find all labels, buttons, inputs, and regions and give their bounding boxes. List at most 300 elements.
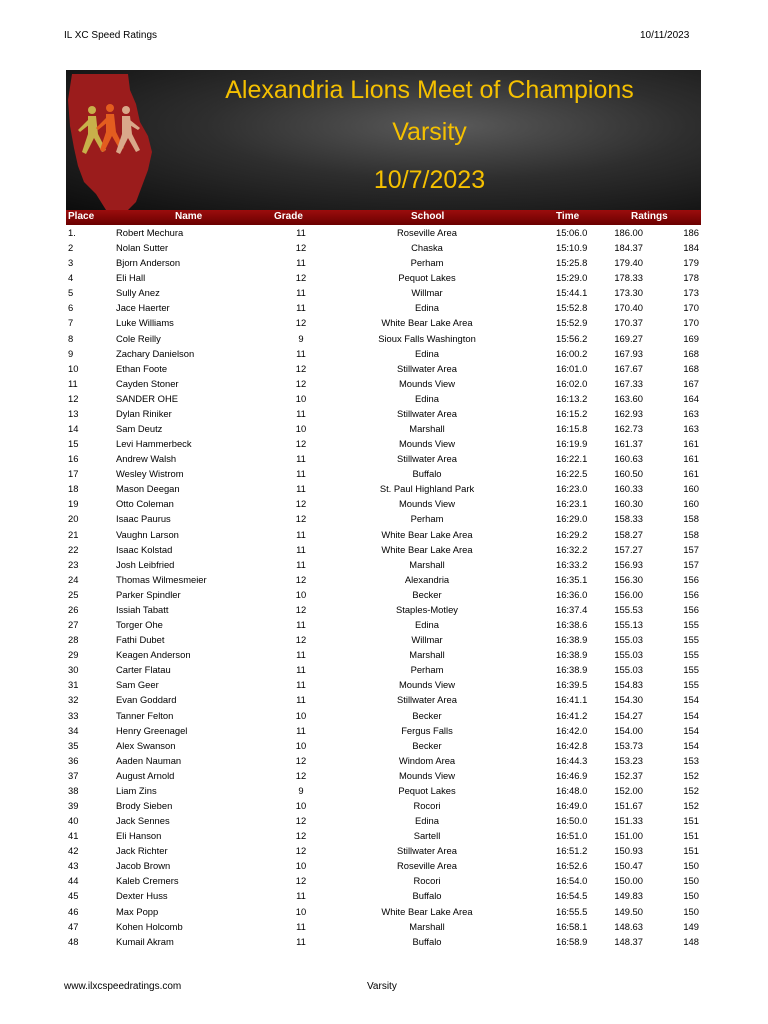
- rating-rounded-cell: 154: [683, 724, 699, 736]
- school-cell: Windom Area: [398, 754, 456, 766]
- runner-name-cell: Jacob Brown: [116, 860, 171, 872]
- grade-cell: 12: [295, 498, 307, 510]
- school-cell: Perham: [410, 513, 444, 525]
- col-grade: Grade: [274, 211, 303, 222]
- school-cell: Sioux Falls Washington: [378, 332, 476, 344]
- rating-rounded-cell: 156: [683, 603, 699, 615]
- runner-name-cell: Kaleb Cremers: [116, 875, 179, 887]
- rating-rounded-cell: 161: [683, 438, 699, 450]
- time-cell: 16:33.2: [556, 558, 588, 570]
- school-cell: Mounds View: [398, 377, 456, 389]
- table-row: [66, 843, 701, 858]
- rating-rounded-cell: 170: [683, 302, 699, 314]
- time-cell: 16:54.0: [556, 875, 588, 887]
- table-row: [66, 572, 701, 587]
- col-place: Place: [68, 211, 95, 222]
- grade-cell: 11: [296, 920, 306, 932]
- table-row: [66, 723, 701, 738]
- school-cell: Mounds View: [398, 438, 456, 450]
- footer-url: www.ilxcspeedratings.com: [64, 981, 182, 992]
- grade-cell: 12: [295, 634, 307, 646]
- rating-cell: 153.73: [614, 739, 643, 751]
- rating-rounded-cell: 150: [683, 890, 699, 902]
- rating-rounded-cell: 178: [683, 272, 699, 284]
- rating-cell: 156.93: [614, 558, 643, 570]
- school-cell: Perham: [410, 257, 444, 269]
- time-cell: 16:38.6: [556, 619, 588, 631]
- place-cell: 33: [68, 709, 79, 721]
- place-cell: 43: [68, 860, 79, 872]
- place-cell: 46: [68, 905, 79, 917]
- grade-cell: 12: [295, 769, 307, 781]
- table-row: [66, 542, 701, 557]
- runner-name-cell: Robert Mechura: [116, 227, 184, 238]
- table-row: [66, 738, 701, 753]
- school-cell: Marshall: [409, 649, 445, 661]
- school-cell: Willmar: [411, 287, 443, 299]
- time-cell: 16:51.2: [556, 845, 588, 857]
- banner-title: Alexandria Lions Meet of Champions: [225, 76, 634, 104]
- school-cell: Rocori: [413, 875, 441, 887]
- rating-rounded-cell: 173: [683, 287, 699, 299]
- time-cell: 16:15.2: [556, 407, 588, 419]
- rating-rounded-cell: 155: [683, 649, 699, 661]
- table-row: [66, 331, 701, 346]
- grade-cell: 12: [295, 830, 307, 842]
- rating-cell: 169.27: [614, 332, 643, 344]
- rating-rounded-cell: 163: [683, 407, 699, 419]
- table-row: [66, 285, 701, 300]
- grade-cell: 11: [296, 935, 306, 947]
- grade-cell: 12: [295, 317, 307, 329]
- place-cell: 27: [68, 619, 79, 631]
- grade-cell: 10: [295, 709, 307, 721]
- rating-cell: 158.33: [614, 513, 643, 525]
- grade-cell: 10: [295, 739, 307, 751]
- rating-rounded-cell: 152: [683, 799, 699, 811]
- school-cell: Roseville Area: [397, 860, 457, 872]
- rating-rounded-cell: 161: [683, 468, 699, 480]
- grade-cell: 11: [296, 483, 306, 495]
- time-cell: 16:39.5: [556, 679, 588, 691]
- place-cell: 10: [68, 362, 79, 374]
- rating-cell: 167.33: [614, 377, 643, 389]
- time-cell: 15:25.8: [556, 257, 588, 269]
- school-cell: Pequot Lakes: [398, 784, 456, 796]
- school-cell: Stillwater Area: [397, 407, 457, 419]
- table-row: [66, 813, 701, 828]
- time-cell: 16:32.2: [556, 543, 588, 555]
- runner-name-cell: Brody Sieben: [116, 799, 173, 811]
- time-cell: 16:41.2: [556, 709, 588, 721]
- place-cell: 45: [68, 890, 79, 902]
- time-cell: 16:49.0: [556, 799, 588, 811]
- rating-rounded-cell: 167: [683, 377, 699, 389]
- table-row: [66, 421, 701, 436]
- grade-cell: 12: [295, 603, 307, 615]
- grade-cell: 11: [296, 227, 306, 238]
- rating-cell: 153.23: [614, 754, 643, 766]
- place-cell: 28: [68, 634, 79, 646]
- rating-cell: 154.30: [614, 694, 643, 706]
- place-cell: 14: [68, 423, 79, 435]
- runner-name-cell: Jack Sennes: [116, 815, 170, 827]
- rating-rounded-cell: 158: [683, 513, 699, 525]
- table-row: [66, 919, 701, 934]
- grade-cell: 10: [295, 392, 307, 404]
- school-cell: Mounds View: [398, 498, 456, 510]
- time-cell: 16:44.3: [556, 754, 588, 766]
- grade-cell: 11: [296, 694, 306, 706]
- grade-cell: 10: [295, 905, 307, 917]
- grade-cell: 11: [296, 528, 306, 540]
- grade-cell: 12: [295, 573, 307, 585]
- table-row: [66, 858, 701, 873]
- rating-rounded-cell: 163: [683, 423, 699, 435]
- rating-rounded-cell: 151: [683, 845, 699, 857]
- grade-cell: 12: [295, 377, 307, 389]
- runner-name-cell: Sam Geer: [116, 679, 159, 691]
- grade-cell: 11: [296, 347, 306, 359]
- school-cell: Sartell: [413, 830, 441, 842]
- place-cell: 7: [68, 317, 74, 329]
- rating-cell: 155.03: [614, 634, 643, 646]
- place-cell: 19: [68, 498, 79, 510]
- rating-rounded-cell: 155: [683, 664, 699, 676]
- grade-cell: 11: [296, 558, 306, 570]
- rating-rounded-cell: 150: [683, 905, 699, 917]
- table-row: [66, 511, 701, 526]
- school-cell: Marshall: [409, 423, 445, 435]
- time-cell: 16:38.9: [556, 664, 588, 676]
- place-cell: 37: [68, 769, 79, 781]
- rating-rounded-cell: 151: [683, 815, 699, 827]
- school-cell: Marshall: [409, 558, 445, 570]
- rating-cell: 154.00: [614, 724, 643, 736]
- place-cell: 35: [68, 739, 79, 751]
- banner-date: 10/7/2023: [373, 166, 486, 194]
- school-cell: Willmar: [411, 634, 443, 646]
- school-cell: White Bear Lake Area: [381, 528, 473, 540]
- school-cell: White Bear Lake Area: [381, 905, 473, 917]
- school-cell: Stillwater Area: [397, 362, 457, 374]
- school-cell: Mounds View: [398, 769, 456, 781]
- runner-name-cell: Parker Spindler: [116, 588, 181, 600]
- grade-cell: 11: [296, 619, 306, 631]
- rating-rounded-cell: 168: [683, 347, 699, 359]
- rating-rounded-cell: 152: [683, 769, 699, 781]
- runner-name-cell: Tanner Felton: [116, 709, 174, 721]
- place-cell: 12: [68, 392, 79, 404]
- rating-cell: 173.30: [614, 287, 643, 299]
- rating-cell: 157.27: [614, 543, 643, 555]
- rating-cell: 150.93: [614, 845, 643, 857]
- place-cell: 36: [68, 754, 79, 766]
- place-cell: 9: [68, 347, 74, 359]
- rating-rounded-cell: 150: [683, 860, 699, 872]
- rating-cell: 148.63: [614, 920, 643, 932]
- place-cell: 4: [68, 272, 74, 284]
- place-cell: 3: [68, 257, 74, 269]
- rating-rounded-cell: 154: [683, 739, 699, 751]
- place-cell: 48: [68, 935, 79, 947]
- time-cell: 16:51.0: [556, 830, 588, 842]
- grade-cell: 11: [296, 287, 306, 299]
- banner-subtitle: Varsity: [392, 118, 467, 146]
- rating-rounded-cell: 153: [683, 754, 699, 766]
- runner-name-cell: Mason Deegan: [116, 483, 180, 495]
- table-row: [66, 692, 701, 707]
- table-header: [66, 210, 701, 225]
- time-cell: 16:22.1: [556, 453, 588, 465]
- rating-cell: 154.83: [614, 679, 643, 691]
- table-row: [66, 798, 701, 813]
- table-row: [66, 376, 701, 391]
- table-row: [66, 708, 701, 723]
- school-cell: Mounds View: [398, 679, 456, 691]
- rating-cell: 150.47: [614, 860, 643, 872]
- rating-rounded-cell: 152: [683, 784, 699, 796]
- table-row: [66, 873, 701, 888]
- rating-rounded-cell: 158: [683, 528, 699, 540]
- time-cell: 16:37.4: [556, 603, 588, 615]
- time-cell: 16:23.0: [556, 483, 588, 495]
- time-cell: 15:56.2: [556, 332, 588, 344]
- table-row: [66, 346, 701, 361]
- table-row: [66, 602, 701, 617]
- runner-name-cell: Alex Swanson: [116, 739, 176, 751]
- rating-cell: 149.50: [614, 905, 643, 917]
- school-cell: Buffalo: [412, 890, 442, 902]
- runner-name-cell: Thomas Wilmesmeier: [116, 573, 207, 585]
- page-header-title: IL XC Speed Ratings: [64, 30, 158, 41]
- place-cell: 1.: [68, 227, 76, 238]
- time-cell: 16:29.2: [556, 528, 588, 540]
- table-row: [66, 240, 701, 255]
- school-cell: Becker: [412, 588, 442, 600]
- time-cell: 16:41.1: [556, 694, 588, 706]
- time-cell: 15:06.0: [556, 227, 588, 238]
- school-cell: Buffalo: [412, 935, 442, 947]
- school-cell: Rocori: [413, 799, 441, 811]
- school-cell: Chaska: [411, 242, 443, 254]
- runner-name-cell: Kumail Akram: [116, 935, 174, 947]
- rating-cell: 148.37: [614, 935, 643, 947]
- place-cell: 5: [68, 287, 74, 299]
- rating-cell: 170.37: [614, 317, 643, 329]
- table-row: [66, 496, 701, 511]
- runner-name-cell: Carter Flatau: [116, 664, 171, 676]
- rating-cell: 156.30: [614, 573, 643, 585]
- time-cell: 16:42.8: [556, 739, 588, 751]
- rating-cell: 160.63: [614, 453, 643, 465]
- place-cell: 39: [68, 799, 79, 811]
- table-row: [66, 225, 701, 240]
- grade-cell: 11: [296, 664, 306, 676]
- school-cell: Edina: [415, 302, 439, 314]
- rating-rounded-cell: 148: [683, 935, 699, 947]
- runner-name-cell: Fathi Dubet: [116, 634, 165, 646]
- runner-name-cell: Vaughn Larson: [116, 528, 179, 540]
- rating-cell: 149.83: [614, 890, 643, 902]
- school-cell: Roseville Area: [397, 227, 457, 238]
- time-cell: 16:38.9: [556, 649, 588, 661]
- rating-cell: 155.03: [614, 649, 643, 661]
- rating-rounded-cell: 154: [683, 694, 699, 706]
- table-row: [66, 904, 701, 919]
- place-cell: 41: [68, 830, 79, 842]
- runner-name-cell: Aaden Nauman: [116, 754, 182, 766]
- grade-cell: 12: [295, 362, 307, 374]
- school-cell: Edina: [415, 619, 439, 631]
- grade-cell: 10: [295, 860, 307, 872]
- school-cell: Perham: [410, 664, 444, 676]
- time-cell: 16:58.9: [556, 935, 588, 947]
- school-cell: Edina: [415, 347, 439, 359]
- grade-cell: 11: [296, 453, 306, 465]
- time-cell: 16:00.2: [556, 347, 588, 359]
- rating-rounded-cell: 155: [683, 619, 699, 631]
- time-cell: 16:52.6: [556, 860, 588, 872]
- runner-name-cell: Andrew Walsh: [116, 453, 177, 465]
- table-row: [66, 677, 701, 692]
- page-header-date: 10/11/2023: [640, 30, 690, 41]
- school-cell: Staples-Motley: [395, 603, 458, 615]
- school-cell: Marshall: [409, 920, 445, 932]
- rating-rounded-cell: 150: [683, 875, 699, 887]
- rating-rounded-cell: 156: [683, 573, 699, 585]
- rating-cell: 158.27: [614, 528, 643, 540]
- time-cell: 16:13.2: [556, 392, 588, 404]
- grade-cell: 11: [296, 407, 306, 419]
- time-cell: 16:23.1: [556, 498, 588, 510]
- school-cell: Becker: [412, 739, 442, 751]
- grade-cell: 12: [295, 845, 307, 857]
- table-row: [66, 436, 701, 451]
- rating-rounded-cell: 154: [683, 709, 699, 721]
- time-cell: 16:46.9: [556, 769, 588, 781]
- runner-name-cell: Evan Goddard: [116, 694, 177, 706]
- runner-name-cell: Jace Haerter: [116, 302, 170, 314]
- grade-cell: 12: [295, 875, 307, 887]
- place-cell: 11: [68, 377, 78, 389]
- rating-cell: 163.60: [614, 392, 643, 404]
- rating-cell: 162.73: [614, 423, 643, 435]
- time-cell: 16:48.0: [556, 784, 588, 796]
- table-row: [66, 361, 701, 376]
- school-cell: Edina: [415, 815, 439, 827]
- school-cell: Stillwater Area: [397, 694, 457, 706]
- runner-name-cell: Cayden Stoner: [116, 377, 179, 389]
- rating-rounded-cell: 156: [683, 588, 699, 600]
- runner-name-cell: Ethan Foote: [116, 362, 168, 374]
- time-cell: 15:10.9: [556, 242, 588, 254]
- time-cell: 16:58.1: [556, 920, 588, 932]
- grade-cell: 11: [296, 302, 306, 314]
- place-cell: 16: [68, 453, 79, 465]
- runner-name-cell: Levi Hammerbeck: [116, 438, 192, 450]
- runner-name-cell: Liam Zins: [116, 784, 157, 796]
- time-cell: 16:54.5: [556, 890, 588, 902]
- rating-rounded-cell: 161: [683, 453, 699, 465]
- school-cell: White Bear Lake Area: [381, 317, 473, 329]
- grade-cell: 11: [296, 468, 306, 480]
- school-cell: St. Paul Highland Park: [379, 483, 475, 495]
- runner-name-cell: Jack Richter: [116, 845, 168, 857]
- table-row: [66, 466, 701, 481]
- school-cell: Alexandria: [404, 573, 450, 585]
- grade-cell: 10: [295, 799, 307, 811]
- runner-name-cell: Henry Greenagel: [116, 724, 188, 736]
- place-cell: 29: [68, 649, 79, 661]
- place-cell: 17: [68, 468, 79, 480]
- runner-name-cell: Sam Deutz: [116, 423, 163, 435]
- rating-rounded-cell: 151: [683, 830, 699, 842]
- place-cell: 25: [68, 588, 79, 600]
- runner-name-cell: Josh Leibfried: [116, 558, 175, 570]
- place-cell: 32: [68, 694, 79, 706]
- place-cell: 44: [68, 875, 79, 887]
- rating-cell: 178.33: [614, 272, 643, 284]
- table-row: [66, 270, 701, 285]
- place-cell: 6: [68, 302, 74, 314]
- grade-cell: 12: [295, 815, 307, 827]
- runner-name-cell: Dylan Riniker: [116, 407, 172, 419]
- table-row: [66, 481, 701, 496]
- place-cell: 2: [68, 242, 74, 254]
- place-cell: 21: [68, 528, 79, 540]
- table-row: [66, 647, 701, 662]
- runner-name-cell: Kohen Holcomb: [116, 920, 183, 932]
- grade-cell: 12: [295, 513, 307, 525]
- place-cell: 42: [68, 845, 79, 857]
- place-cell: 26: [68, 603, 79, 615]
- runner-name-cell: Cole Reilly: [116, 332, 161, 344]
- rating-cell: 160.30: [614, 498, 643, 510]
- time-cell: 16:42.0: [556, 724, 588, 736]
- table-row: [66, 632, 701, 647]
- rating-cell: 161.37: [614, 438, 643, 450]
- table-row: [66, 406, 701, 421]
- place-cell: 22: [68, 543, 79, 555]
- rating-rounded-cell: 160: [683, 483, 699, 495]
- table-row: [66, 451, 701, 466]
- grade-cell: 12: [295, 272, 307, 284]
- table-row: [66, 391, 701, 406]
- rating-cell: 152.37: [614, 769, 643, 781]
- grade-cell: 11: [296, 679, 306, 691]
- place-cell: 8: [68, 332, 74, 344]
- grade-cell: 11: [296, 724, 306, 736]
- rating-cell: 179.40: [614, 257, 643, 269]
- table-row: [66, 617, 701, 632]
- runner-name-cell: Luke Williams: [116, 317, 174, 329]
- col-ratings: Ratings: [631, 211, 668, 222]
- runner-name-cell: Bjorn Anderson: [116, 257, 181, 269]
- school-cell: Edina: [415, 392, 439, 404]
- grade-cell: 12: [295, 242, 307, 254]
- rating-rounded-cell: 157: [683, 543, 699, 555]
- rating-cell: 184.37: [614, 242, 643, 254]
- rating-cell: 167.67: [614, 362, 643, 374]
- table-row: [66, 783, 701, 798]
- time-cell: 15:52.9: [556, 317, 588, 329]
- place-cell: 23: [68, 558, 79, 570]
- place-cell: 18: [68, 483, 79, 495]
- table-row: [66, 934, 701, 949]
- table-row: [66, 527, 701, 542]
- grade-cell: 11: [296, 543, 306, 555]
